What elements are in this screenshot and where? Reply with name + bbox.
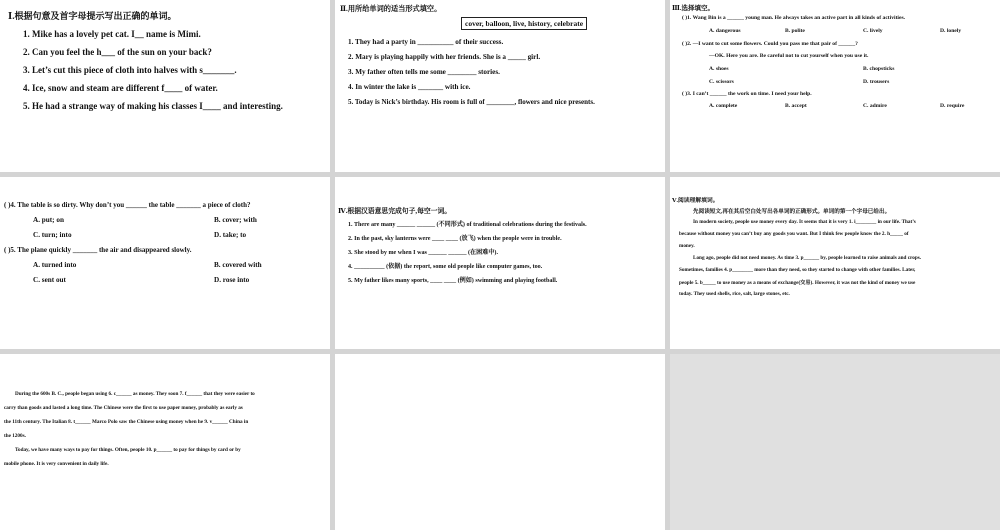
question-line: ( )5. The plane quickly _______ the air and disappeared slowly. [4, 246, 192, 254]
question-line: 4. Ice, snow and steam are different f____ of water. [23, 83, 218, 93]
question-line: 3. My father often tells me some ________ stories. [348, 68, 500, 76]
passage-line: During the 600s B. C., people began using 6. c______ as money. They soon 7. f______ that they were easier to [15, 391, 255, 397]
option: A. dangerous [709, 28, 741, 34]
passage-line: mobile phone. It is very convenient in daily life. [4, 461, 109, 467]
question-line: 1. Mike has a lovely pet cat. I__ name is Mimi. [23, 29, 201, 39]
option: D. trousers [863, 79, 890, 85]
question-line: 2. In the past, sky lanterns were ____ ____ (放飞) when the people were in trouble. [348, 236, 562, 242]
option: A. shoes [709, 66, 729, 72]
question-line: 3. She stood by me when I was ______ ______ (在困难中). [348, 250, 498, 256]
question-line: 4. In winter the lake is _______ with ice. [348, 83, 471, 91]
passage-line: because without money you can’t buy any goods you want. But I think few people know the 2. h_____ of [679, 231, 909, 237]
option: D. rose into [214, 276, 250, 284]
question-line: 2. Mary is playing happily with her friends. She is a _____ girl. [348, 53, 541, 61]
question-line: 5. He had a strange way of making his classes I____ and interesting. [23, 101, 283, 111]
slide-blank [335, 354, 665, 530]
passage-line: the 11th century. The Italian 8. t______ Marco Polo saw the Chinese using money when he 9. v______ China in [4, 419, 249, 425]
passage-line: people 5. b_____ to use money as a means of exchange(交易). However, it was not the kind of money we use [679, 280, 916, 286]
option: D. lonely [940, 28, 962, 34]
slide-multiple-choice-1 [670, 0, 1000, 172]
question-line: 4. __________ (依据) the report, some old people like computer games, too. [348, 264, 543, 270]
option: B. accept [785, 103, 807, 109]
slide-multiple-choice-2 [0, 177, 330, 349]
section-heading: Ⅴ.阅读理解填词。 [672, 198, 719, 204]
question-line: 2. Can you feel the h___ of the sun on your back? [23, 47, 212, 57]
option: C. turn; into [33, 231, 72, 239]
option: B. polite [785, 28, 805, 34]
slide-vocabulary-initials [0, 0, 330, 172]
question-line: 5. My father likes many sports, ____ ____ (例如) swimming and playing football. [348, 278, 558, 284]
option: B. cover; with [214, 216, 257, 224]
passage-line: money. [679, 243, 695, 249]
question-line: 5. Today is Nick’s birthday. His room is full of ________, flowers and nice presents. [348, 98, 595, 106]
passage-line: today. They used shells, rice, salt, large stones, etc. [679, 291, 790, 297]
section-heading: Ⅱ.用所给单词的适当形式填空。 [340, 5, 442, 13]
option: A. put; on [33, 216, 64, 224]
passage-line: the 1200s. [4, 433, 26, 439]
passage-line: carry than goods and lasted a long time. The Chinese were the first to use paper money, probably as early as [4, 405, 243, 411]
question-line: 1. They had a party in __________ of their success. [348, 38, 504, 46]
passage-line: Long ago, people did not need money. As time 3. p______ by, people learned to raise animals and crops. [693, 255, 922, 261]
question-line: 1. There are many ______ ______ (不同形式) of traditional celebrations during the festivals. [348, 222, 587, 228]
option: A. complete [709, 103, 738, 109]
slide-reading-passage-2 [0, 354, 330, 530]
question-line: 3. Let’s cut this piece of cloth into halves with s_______. [23, 65, 237, 75]
option: B. chopsticks [863, 66, 895, 72]
option: D. require [940, 103, 965, 109]
passage-line: Today, we have many ways to pay for things. Often, people 10. p______ to pay for things by card or by [15, 447, 241, 453]
section-heading: Ⅳ.根据汉语意思完成句子,每空一词。 [338, 208, 452, 215]
slide-reading-passage-1 [670, 177, 1000, 349]
question-line: ( )1. Wang Bin is a ______ young man. He always takes an active part in all kinds of activities. [682, 15, 906, 21]
instruction: 先阅读短文,再在其后空白处写出各单词的正确形式。单词的第一个字母已给出。 [693, 209, 891, 215]
passage-line: In modern society, people use money every day. It seems that it is very 1. i________ in our life. That’s [693, 219, 916, 225]
question-line: ( )3. I can’t ______ the work on time. I need your help. [682, 91, 812, 97]
option: C. admire [863, 103, 887, 109]
empty-slot [670, 354, 1000, 530]
option: C. lively [863, 28, 883, 34]
option: A. turned into [33, 261, 77, 269]
question-line: ( )4. The table is so dirty. Why don’t you ______ the table _______ a piece of cloth? [4, 201, 251, 209]
option: C. sent out [33, 276, 66, 284]
slide-word-forms [335, 0, 665, 172]
section-heading: Ⅲ.选择填空。 [672, 5, 715, 12]
option: B. covered with [214, 261, 262, 269]
slide-translation-completion [335, 177, 665, 349]
word-bank: cover, balloon, live, history, celebrate [461, 17, 587, 30]
section-heading: Ⅰ.根据句意及首字母提示写出正确的单词。 [8, 11, 177, 21]
passage-line: Sometimes, families 4. p________ more than they need, so they started to change with other families. Later, [679, 267, 916, 273]
reply-line: —OK. Here you are. Be careful not to cut yourself when you use it. [709, 53, 869, 59]
question-line: ( )2. —I want to cut some flowers. Could you pass me that pair of ______? [682, 41, 858, 47]
option: D. take; to [214, 231, 247, 239]
option: C. scissors [709, 79, 734, 85]
